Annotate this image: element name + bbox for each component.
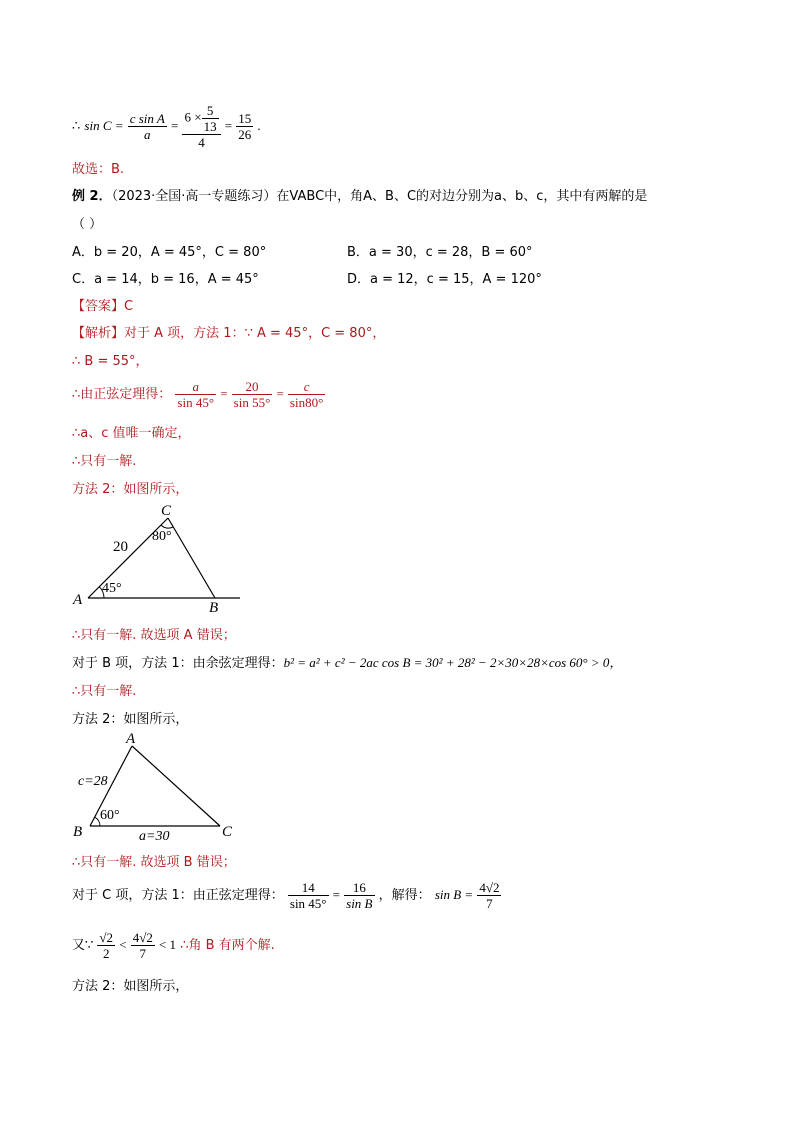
triangle-figure-1 [70, 500, 250, 615]
vertex-c-label: C [161, 503, 172, 519]
option-c: C．a = 14，b = 16，A = 45° [72, 272, 259, 287]
side-c-label: c=28 [78, 774, 108, 789]
fraction: $\frac{20}{\sin 55^\circ}$ [233, 379, 271, 410]
vertex-a-label: A [73, 592, 83, 608]
choice-line: 故选：B. [72, 162, 125, 177]
side-label-20: 20 [113, 539, 128, 555]
method2-line-2: 方法 2：如图所示， [72, 712, 189, 727]
angle-a-label: 45° [102, 581, 122, 596]
one-solution-line: ∴只有一解. [72, 454, 137, 469]
sinC-equation: ∴ sin C = $\frac{\text{c sin A}}{a}$ = 6 × $\frac{5}{13}$ 4 = $\frac{15}{26}$ . [72, 103, 261, 150]
triangle-figure-2 [70, 728, 250, 843]
cosine-law-line: 对于 B 项，方法 1：由余弦定理得：b² = a² + c² − 2ac cos B = 30² + 28² − 2×30×28×cos 60° > 0， [72, 655, 623, 671]
fraction: $\frac{\text{c sin A}}{a}$ [129, 111, 165, 142]
side-cb [168, 518, 215, 598]
one-solution-line-2: ∴只有一解. [72, 684, 137, 699]
angle-arc-c [161, 525, 173, 528]
sine-law-line: ∴由正弦定理得： $\frac{a}{\sin 45^\circ}$ = $\frac{20}{\sin 55^\circ}$ = $\frac{c}{\sin 80^\circ}$ [72, 379, 324, 410]
example-header: 例 2．（2023·全国·高一专题练习）在VABC中，角A、B、C的对边分别为a、b、c，其中有两解的是 [72, 189, 648, 204]
method2-line: 方法 2：如图所示， [72, 482, 189, 497]
fraction: $\frac{15}{26}$ [238, 111, 252, 142]
fraction: $\frac{16}{\text{sin B}}$ [346, 880, 373, 911]
c-sine-law-line: 对于 C 项，方法 1：由正弦定理得： $\frac{14}{\sin 45^\circ}$ = $\frac{16}{\text{sin B}}$ ，解得： sin B = $\frac{4√2}{7}$ [72, 880, 500, 911]
side-ac2 [132, 746, 220, 826]
fraction: $\frac{c}{\sin 80^\circ}$ [289, 379, 324, 410]
option-b-wrong-line: ∴只有一解. 故选项 B 错误； [72, 855, 236, 870]
example-paren: （ ） [72, 217, 103, 232]
side-a-label: a=30 [139, 829, 170, 843]
answer-line: 【答案】C [72, 299, 134, 314]
analysis-line: 【解析】对于 A 项，方法 1：∵ A = 45°，C = 80°， [72, 326, 386, 341]
unique-line: ∴a、c 值唯一确定， [72, 426, 191, 441]
fraction: $\frac{4√2}{7}$ [479, 880, 500, 911]
fraction: $\frac{4√2}{7}$ [132, 930, 153, 961]
option-b: B．a = 30，c = 28，B = 60° [347, 245, 533, 260]
fraction: $\frac{√2}{2}$ [99, 930, 114, 961]
fraction: $\frac{14}{\sin 45^\circ}$ [289, 880, 327, 911]
vertex-b-label: B [73, 824, 83, 840]
option-d: D．a = 12，c = 15，A = 120° [347, 272, 542, 287]
option-a: A．b = 20，A = 45°，C = 80° [72, 245, 267, 260]
method2-line-3: 方法 2：如图所示， [72, 979, 189, 994]
angle-b-line: ∴ B = 55°， [72, 354, 149, 369]
vertex-c-label: C [222, 824, 233, 840]
option-a-wrong-line: ∴只有一解. 故选项 A 错误； [72, 628, 236, 643]
two-solutions-line: 又∵ $\frac{√2}{2}$ < $\frac{4√2}{7}$ < 1 ∴角 B 有两个解. [72, 930, 275, 961]
angle-c-label: 80° [152, 529, 172, 544]
vertex-b-label: B [209, 600, 219, 615]
angle-b-label: 60° [100, 808, 120, 823]
compound-fraction: 6 × $\frac{5}{13}$ 4 [182, 103, 220, 150]
fraction: $\frac{a}{\sin 45^\circ}$ [177, 379, 215, 410]
vertex-a-label: A [126, 731, 136, 747]
